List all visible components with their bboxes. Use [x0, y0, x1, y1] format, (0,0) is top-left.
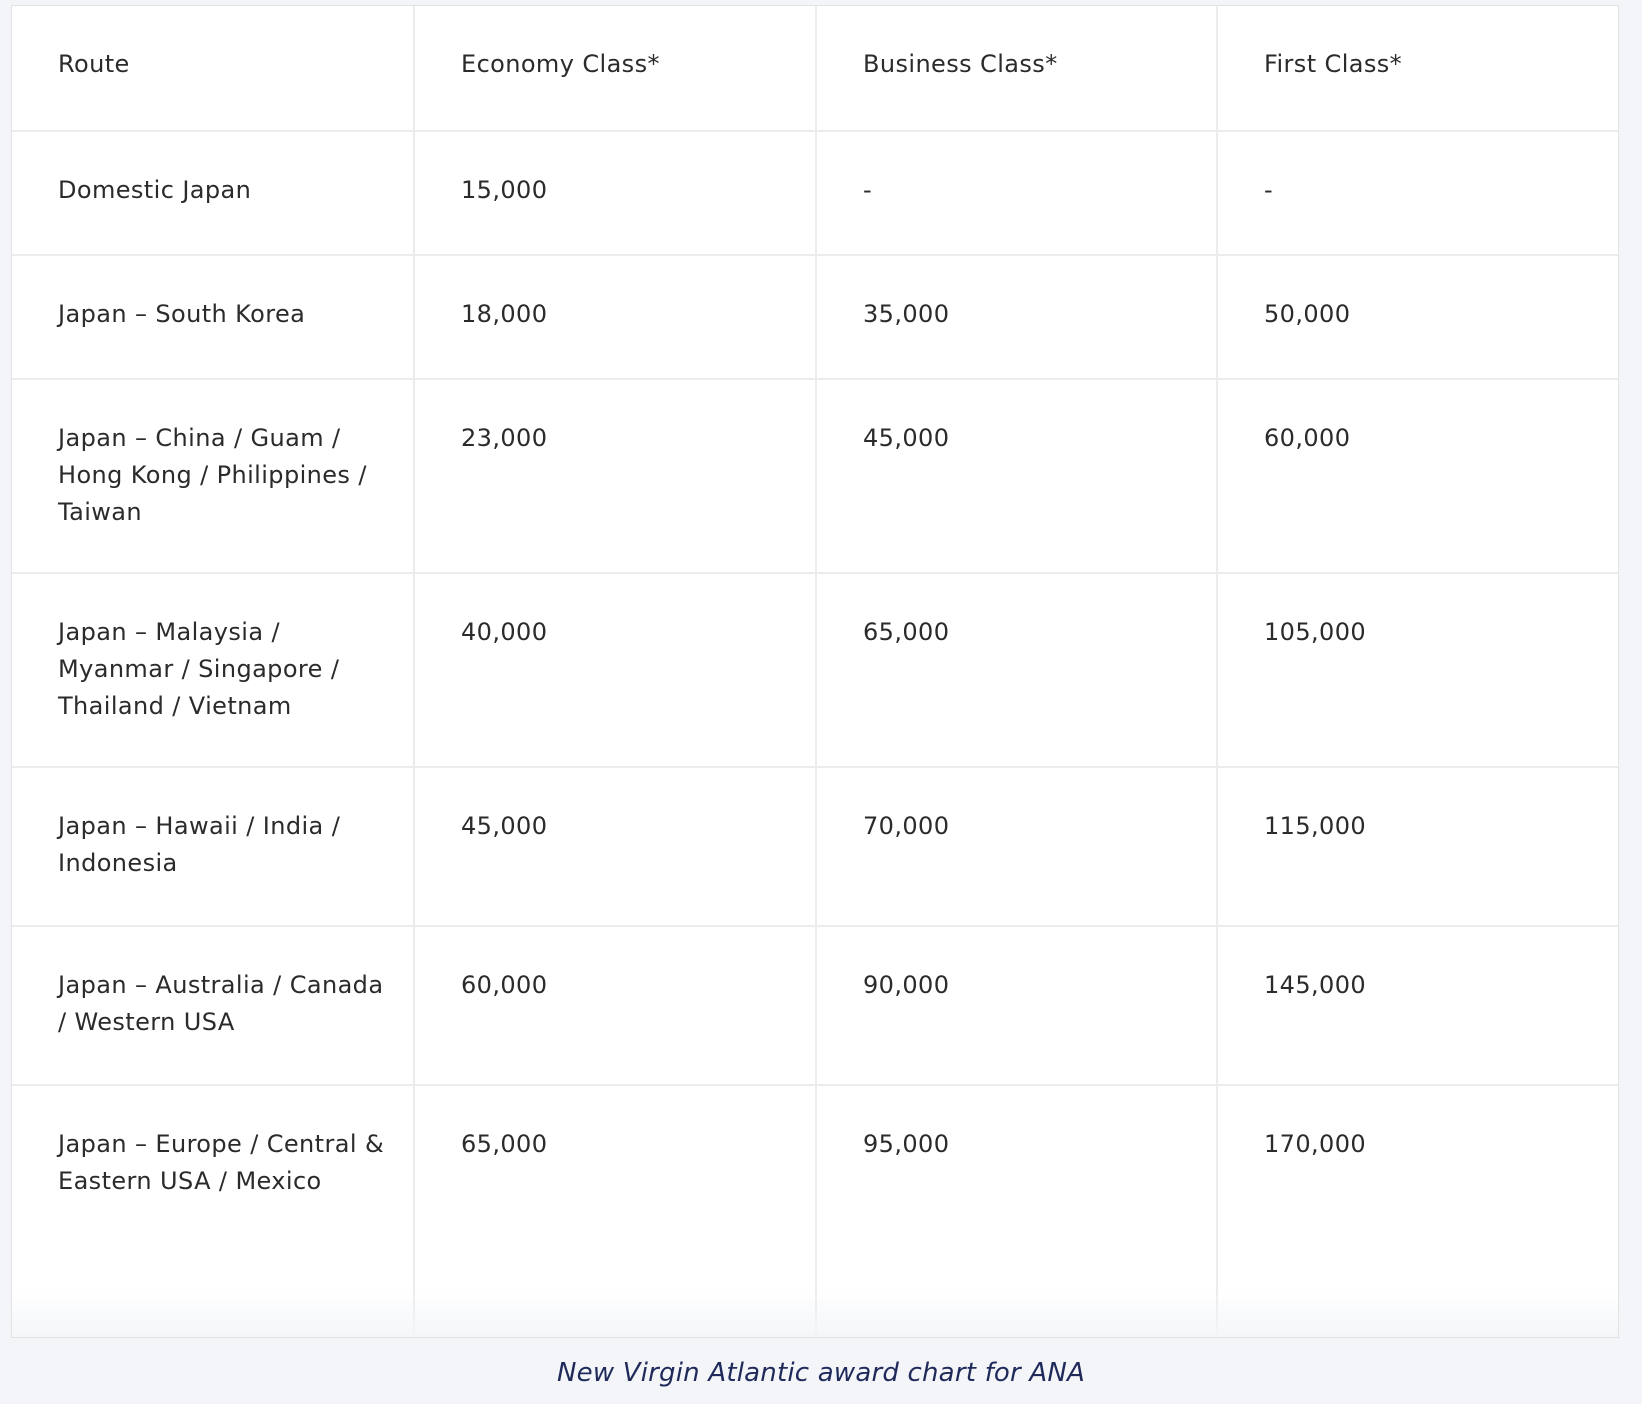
- table-row: [12, 131, 1618, 255]
- business-cell: -: [816, 131, 1217, 255]
- business-cell: 65,000: [816, 573, 1217, 767]
- header-business-class: Business Class*: [816, 6, 1217, 131]
- business-cell: 35,000: [816, 255, 1217, 379]
- route-cell: Domestic Japan: [12, 131, 414, 255]
- route-cell: Japan – China / Guam / Hong Kong / Philippines / Taiwan: [12, 379, 414, 573]
- table-header-row: [12, 6, 1618, 131]
- route-cell: Japan – Malaysia / Myanmar / Singapore / Thailand / Vietnam: [12, 573, 414, 767]
- table-row: [12, 379, 1618, 573]
- first-cell: 115,000: [1217, 767, 1618, 926]
- business-cell: 95,000: [816, 1085, 1217, 1337]
- header-first-class: First Class*: [1217, 6, 1618, 131]
- table-row: [12, 1085, 1618, 1337]
- business-cell: 70,000: [816, 767, 1217, 926]
- award-chart-table: [12, 6, 1618, 1337]
- route-cell: Japan – Australia / Canada / Western USA: [12, 926, 414, 1085]
- first-cell: 170,000: [1264, 1130, 1367, 1158]
- route-cell: Japan – South Korea: [12, 255, 414, 379]
- first-cell: 60,000: [1217, 379, 1618, 573]
- economy-cell: 60,000: [414, 926, 816, 1085]
- table-row: [12, 255, 1618, 379]
- economy-cell: 18,000: [414, 255, 816, 379]
- business-cell: 45,000: [816, 379, 1217, 573]
- economy-cell: 45,000: [414, 767, 816, 926]
- table-row: [12, 926, 1618, 1085]
- economy-cell: 40,000: [414, 573, 816, 767]
- route-cell: Japan – Hawaii / India / Indonesia: [12, 767, 414, 926]
- business-cell: 90,000: [816, 926, 1217, 1085]
- table-row: [12, 573, 1618, 767]
- first-cell: 50,000: [1217, 255, 1618, 379]
- table-row: [12, 767, 1618, 926]
- header-economy-class: Economy Class*: [414, 6, 816, 131]
- first-cell: 105,000: [1217, 573, 1618, 767]
- award-chart-figure: [11, 5, 1619, 1338]
- header-route: Route: [12, 6, 414, 131]
- economy-cell: 15,000: [414, 131, 816, 255]
- route-cell: Japan – Europe / Central & Eastern USA / Mexico: [12, 1085, 414, 1337]
- first-cell: 145,000: [1217, 926, 1618, 1085]
- economy-cell: 23,000: [414, 379, 816, 573]
- economy-cell: 65,000: [414, 1085, 816, 1337]
- first-cell: -: [1217, 131, 1618, 255]
- figure-caption: New Virgin Atlantic award chart for ANA: [556, 1358, 1086, 1388]
